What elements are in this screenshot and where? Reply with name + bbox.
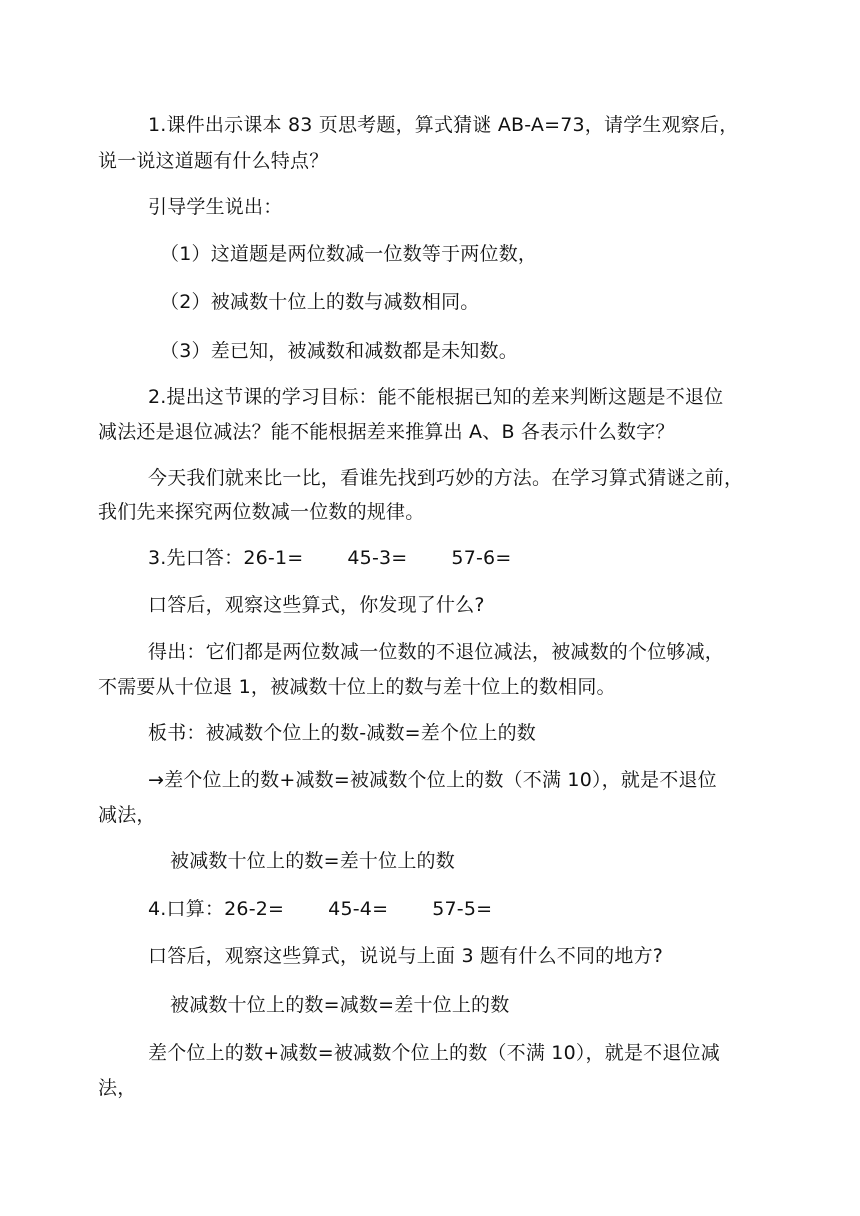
oral-question-4-third: 57-5= <box>432 898 493 920</box>
rule-tens-equals-subtrahend: 被减数十位上的数=减数=差十位上的数 <box>170 994 510 1016</box>
oral-question-3-first: 3.先口答：26-1= <box>148 547 304 569</box>
paragraph-2-line-1: 2.提出这节课的学习目标：能不能根据已知的差来判断这题是不退位 <box>148 386 724 408</box>
feature-3: （3）差已知，被减数和减数都是未知数。 <box>160 340 518 362</box>
oral-question-4 <box>148 897 492 921</box>
result-line-2: 不需要从十位退 1，被减数十位上的数与差十位上的数相同。 <box>98 676 616 698</box>
paragraph-2-line-2: 减法还是退位减法？能不能根据差来推算出 A、B 各表示什么数字？ <box>98 421 675 443</box>
feature-1: （1）这道题是两位数减一位数等于两位数， <box>160 243 538 265</box>
paragraph-1-line-2: 说一说这道题有什么特点？ <box>98 150 329 172</box>
guide-text: 引导学生说出： <box>148 196 283 218</box>
observation-1: 口答后，观察这些算式，你发现了什么? <box>148 594 485 616</box>
oral-question-4-first: 4.口算：26-2= <box>148 898 285 920</box>
paragraph-3-line-2: 我们先来探究两位数减一位数的规律。 <box>98 501 425 523</box>
paragraph-1-line-1: 1.课件出示课本 83 页思考题，算式猜谜 AB-A=73，请学生观察后， <box>148 114 739 136</box>
result-line-1: 得出：它们都是两位数减一位数的不退位减法，被减数的个位够减， <box>148 641 725 663</box>
last-paragraph-line-2: 法， <box>98 1077 137 1099</box>
oral-question-4-second: 45-4= <box>328 898 389 920</box>
arrow-rule-line-2: 减法， <box>98 804 156 826</box>
oral-question-3-third: 57-6= <box>451 547 512 569</box>
oral-question-3 <box>148 546 511 570</box>
board-writing: 板书：被减数个位上的数-减数=差个位上的数 <box>148 722 536 744</box>
oral-question-3-second: 45-3= <box>347 547 408 569</box>
observation-2: 口答后，观察这些算式，说说与上面 3 题有什么不同的地方? <box>148 945 664 967</box>
last-paragraph-line-1: 差个位上的数+减数=被减数个位上的数（不满 10），就是不退位减 <box>148 1042 720 1064</box>
arrow-rule-line-1: →差个位上的数+减数=被减数个位上的数（不满 10），就是不退位 <box>148 769 717 791</box>
feature-2: （2）被减数十位上的数与减数相同。 <box>160 291 480 313</box>
rule-tens-digit: 被减数十位上的数=差十位上的数 <box>170 850 455 872</box>
paragraph-3-line-1: 今天我们就来比一比，看谁先找到巧妙的方法。在学习算式猜谜之前， <box>148 467 744 489</box>
